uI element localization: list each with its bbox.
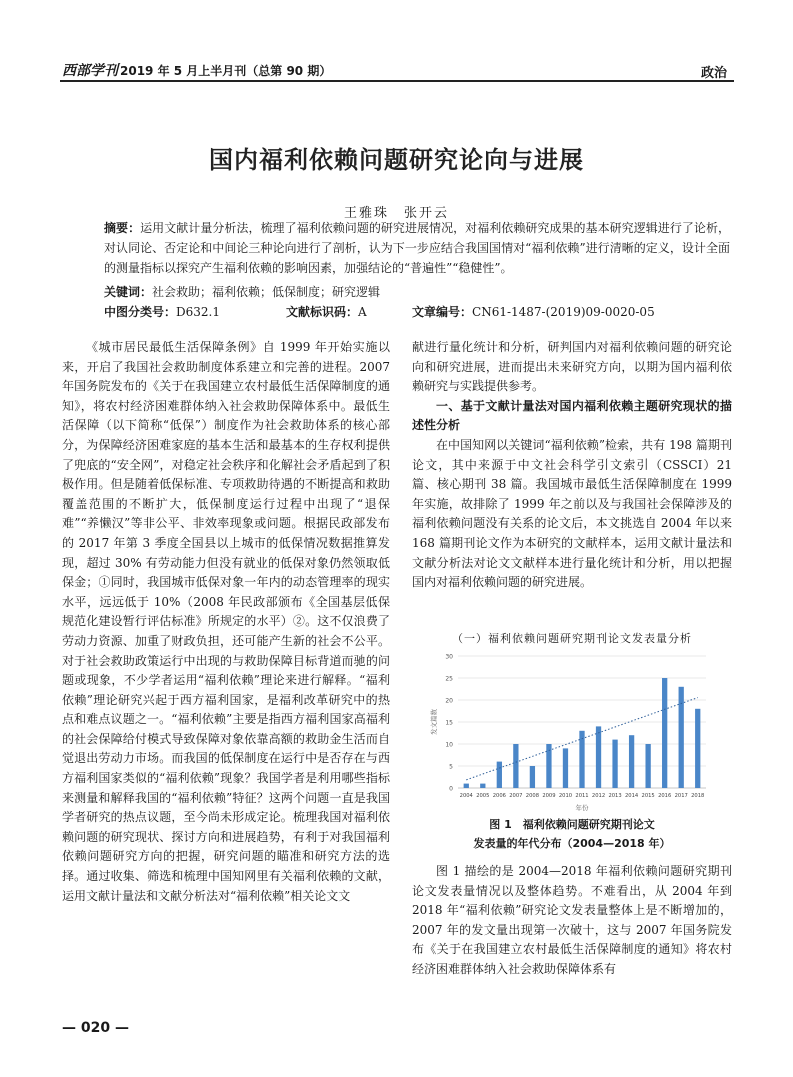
keywords-text: 社会救助；福利依赖；低保制度；研究逻辑	[152, 285, 381, 299]
x-tick-label: 2009	[542, 793, 556, 799]
doc-code-label: 文献标识码：	[286, 305, 359, 319]
x-tick-label: 2015	[641, 793, 655, 799]
bar-2006	[497, 762, 502, 788]
left-column	[62, 338, 390, 906]
keywords-label: 关键词：	[104, 285, 153, 299]
y-tick-label: 10	[445, 741, 453, 749]
abstract-label: 摘要：	[104, 221, 141, 235]
running-header	[62, 60, 331, 80]
keywords	[104, 282, 380, 302]
y-axis-title: 发文篇数	[430, 709, 438, 735]
issue-info: 2019 年 5 月上半月刊（总第 90 期）	[120, 64, 332, 78]
bar-2010	[563, 748, 568, 788]
article-title: 国内福利依赖问题研究论向与进展	[209, 146, 584, 174]
body-paragraph: 在中国知网以关键词“福利依赖”检索，共有 198 篇期刊论文，其中来源于中文社会科学引文索引（CSSCI）21 篇、核心期刊 38 篇。我国城市最低生活保障制度在 1999 年实施，故排除了 1999 年之前以及与我国社会保障涉及的福利依赖问题没有关系的论文后，本文挑选自 2004 年以来 168 篇期刊论文作为本研究的文献样本，运用文献计量法和文献分析法对论文文献样本进行量化统计和分析，用以把握国内对福利依赖问题的研究进展。	[412, 437, 732, 590]
x-tick-label: 2017	[674, 793, 688, 799]
section-label: 政治	[700, 66, 727, 81]
y-tick-label: 5	[449, 763, 453, 771]
y-tick-label: 25	[445, 675, 453, 683]
article-no-label: 文章编号：	[412, 305, 473, 319]
x-tick-label: 2010	[558, 793, 573, 799]
x-tick-label: 2007	[509, 793, 523, 799]
bar-2013	[612, 740, 617, 788]
bar-2008	[530, 766, 535, 788]
article-number	[412, 302, 655, 322]
x-tick-label: 2008	[525, 793, 540, 799]
article-authors: 王雅珠 张开云	[343, 206, 449, 221]
y-tick-label: 15	[445, 719, 453, 727]
bar-2018	[695, 709, 700, 788]
publication-bar-chart	[412, 648, 732, 820]
right-column-lower	[412, 862, 732, 980]
x-tick-label: 2018	[691, 793, 705, 799]
figure-caption-line2: 发表量的年代分布（2004—2018 年）	[473, 837, 671, 850]
x-tick-label: 2014	[624, 793, 639, 799]
x-tick-label: 2012	[591, 793, 606, 799]
subsection-heading: （一）福利依赖问题研究期刊论文发表量分析	[452, 632, 692, 645]
article-no-value: CN61-1487-(2019)09-0020-05	[472, 305, 655, 319]
page-number: — 020 —	[62, 1020, 129, 1036]
bar-2011	[579, 731, 584, 788]
bar-2007	[513, 744, 518, 788]
abstract	[104, 218, 730, 278]
x-tick-label: 2005	[476, 793, 490, 799]
document-code	[286, 302, 367, 322]
figure-caption-line1: 图 1 福利依赖问题研究期刊论文	[489, 818, 655, 831]
right-column	[412, 338, 732, 593]
section-heading: 一、基于文献计量法对国内福利依赖主题研究现状的描述性分析	[412, 398, 732, 433]
bar-2014	[629, 735, 634, 788]
bar-2012	[596, 726, 601, 788]
body-paragraph: 献进行量化统计和分析，研判国内对福利依赖问题的研究论向和研究进展，进而提出未来研究方向，以期为国内福利依赖研究与实践提供参考。	[412, 340, 732, 394]
body-paragraph: 《城市居民最低生活保障条例》自 1999 年开始实施以来，开启了我国社会救助制度体系建立和完善的进程。2007 年国务院发布的《关于在我国建立农村最低生活保障制度的通知》，将农村经济困难群体纳入社会救助保障体系中。最低生活保障（以下简称“低保”）制度作为社会救助体系的核心部分，为保障经济困难家庭的基本生活和最基本的生存权利提供了兜底的“安全网”，对稳定社会秩序和化解社会矛盾起到了积极作用。但是随着低保标准、专项救助待遇的不断提高和救助覆盖范围的不断扩大，低保制度运行过程中出现了“退保难”“养懒汉”等非公平、非效率现象或问题。根据民政部发布的 2017 年第 3 季度全国县以上城市的低保情况数据推算发现，超过 30% 有劳动能力但没有就业的低保对象仍然领取低保金；①同时，我国城市低保对象一年内的动态管理率的现实水平，远远低于 10%（2008 年民政部颁布《全国基层低保规范化建设暂行评估标准》所规定的水平）②。这不仅浪费了劳动力资源、加重了财政负担，还可能产生新的社会不公平。对于社会救助政策运行中出现的与救助保障目标背道而驰的问题或现象，不少学者运用“福利依赖”理论来进行解释。“福利依赖”理论研究兴起于西方福利国家，是福利改革研究中的热点和难点议题之一。“福利依赖”主要是指西方福利国家高福利的社会保障给付模式导致保障对象依靠高额的救助金生活而自觉退出劳动力市场。而我国的低保制度在运行中是否存在与西方福利国家类似的“福利依赖”现象？我国学者是利用哪些指标来测量和解释我国的“福利依赖”特征？这两个问题一直是我国学者研究的热点议题，至今尚未形成定论。梳理我国对福利依赖问题的研究现状、探讨方向和进展趋势，有利于对我国福利依赖问题研究方向的把握，研究问题的瞄准和研究方法的选择。通过收集、筛选和梳理中国知网里有关福利依赖的文献，运用文献计量法和文献分析法对“福利依赖”相关论文文	[62, 340, 390, 903]
x-axis-title: 年份	[575, 804, 589, 812]
figure-caption	[412, 815, 732, 853]
x-tick-label: 2004	[459, 793, 473, 799]
bar-2017	[679, 687, 684, 788]
clc-label: 中图分类号：	[104, 305, 177, 319]
bar-2005	[480, 784, 485, 788]
header-divider	[60, 80, 734, 82]
y-tick-label: 20	[445, 697, 453, 705]
body-paragraph: 图 1 描绘的是 2004—2018 年福利依赖问题研究期刊论文发表量情况以及整体趋势。不难看出，从 2004 年到 2018 年“福利依赖”研究论文发表量整体上是不断增加的，2007 年的发文量出现第一次破十，这与 2007 年国务院发布《关于在我国建立农村最低生活保障制度的通知》将农村经济困难群体纳入社会救助保障体系有	[412, 864, 732, 976]
x-tick-label: 2006	[492, 793, 506, 799]
abstract-text: 运用文献计量分析法，梳理了福利依赖问题的研究进展情况，对福利依赖研究成果的基本研究逻辑进行了论析，对认同论、否定论和中间论三种论向进行了剖析，认为下一步应结合我国国情对“福利依赖”进行清晰的定义，设计全面的测量指标以探究产生福利依赖的影响因素，加强结论的“普遍性”“稳健性”。	[104, 221, 730, 275]
x-tick-label: 2016	[658, 793, 672, 799]
y-tick-label: 0	[449, 785, 453, 793]
x-tick-label: 2011	[575, 793, 589, 799]
clc-value: D632.1	[176, 305, 220, 319]
x-tick-label: 2013	[608, 793, 622, 799]
bar-2016	[662, 678, 667, 788]
doc-code-value: A	[358, 305, 367, 319]
y-tick-label: 30	[445, 653, 453, 661]
bar-2015	[645, 744, 650, 788]
bar-2004	[464, 784, 469, 788]
journal-name: 西部学刊	[62, 63, 118, 79]
clc-number	[104, 302, 220, 322]
